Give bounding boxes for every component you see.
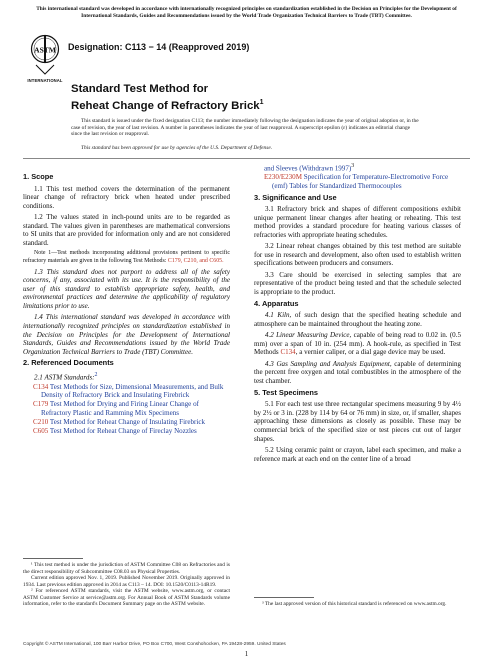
paragraph-1-2: 1.2 The values stated in inch-pound units are to be regarded as standard. The values given in parentheses are mathematical conversions to SI units that are provided for information only and are not considered standard. bbox=[23, 213, 230, 247]
footnote-divider-left bbox=[23, 558, 83, 559]
svg-text:ASTM: ASTM bbox=[34, 45, 56, 55]
paragraph-4-2: 4.2 Linear Measuring Device, capable of being read to 0.02 in. (0.5 mm) over a span of 10 in. (254 mm). A hook-rule, as specified in Test Methods C134, a vernier caliper, or a dial gage device may be used. bbox=[254, 331, 461, 357]
astm-logo-icon bbox=[30, 34, 60, 76]
header-divider bbox=[23, 158, 470, 159]
paragraph-4-3: 4.3 Gas Sampling and Analysis Equipment, capable of determining the percent free oxygen and total combustibles in the atmosphere of the test chamber. bbox=[254, 359, 461, 385]
paragraph-2-1: 2.1 ASTM Standards:$^2$ bbox=[34, 371, 98, 382]
title-line-2: Reheat Change of Refractory Brick$^1$ bbox=[71, 99, 264, 112]
ref-c605[interactable]: C605 Test Method for Reheat Change of Fireclay Nozzles bbox=[33, 426, 197, 435]
paragraph-3-3: 3.3 Care should be exercised in selecting samples that are representative of the product being tested and that the schedule selected is appropriate to the product. bbox=[254, 270, 461, 297]
note-1-refs-link[interactable]: C179, C210, and C605. bbox=[167, 257, 224, 264]
section-heading-apparatus: 4. Apparatus bbox=[254, 298, 299, 308]
footnote-1: ¹ This test method is under the jurisdiction of ASTM Committee C08 on Refractories and is the direct responsibility of Subcommittee C08.03 on Physical Properties. bbox=[23, 562, 230, 575]
note-1: Note 1—Test methods incorporating additional provisions pertinent to specific refractory materials are given in the following Test Methods: C179, C210, and C605. bbox=[23, 250, 230, 264]
footnote-1-edition: Current edition approved Nov. 1, 2019. Published November 2019. Originally approved in 1934. Last previous edition approved in 2014 as C113 – 14. DOI: 10.1520/C0113-14R19. bbox=[23, 575, 230, 588]
left-column bbox=[23, 170, 230, 436]
copyright-footer: Copyright © ASTM International, 100 Barr Harbor Drive, PO Box C700, West Conshohocken, PA 19428-2959. United States bbox=[23, 642, 286, 647]
paragraph-1-3: 1.3 This standard does not purport to address all of the safety concerns, if any, associated with its use. It is the responsibility of the user of this standard to establish appropriate safety, health, and environmental practices and determine the applicability of regulatory limitations prior to use. bbox=[23, 267, 230, 310]
paragraph-5-1: 5.1 For each test use three rectangular specimens measuring 9 by 4½ by 2½ or 3 in. (228 by 114 by 64 or 76 mm) in size, or, if smaller, shapes approaching these dimensions as closely as possible. These may be commercial brick of the specified size or test pieces cut out of larger shapes. bbox=[254, 400, 461, 443]
footnote-3-ref[interactable]: 3 bbox=[351, 163, 355, 169]
ref-link-c134[interactable]: C134 bbox=[280, 348, 296, 357]
paragraph-1-4: 1.4 This international standard was developed in accordance with internationally recognized principles on standardization established in the Decision on Principles for the Development of International Standards, Guides and Recommendations issued by the World Trade Organization Technical Barriers to Trade (TBT) Committee. bbox=[23, 313, 230, 356]
designation: Designation: C113 − 14 (Reapproved 2019) bbox=[68, 42, 250, 52]
section-heading-scope: 1. Scope bbox=[23, 172, 54, 181]
tbt-notice: This international standard was developed in accordance with internationally recognized principles on standardization established in the Decision on Principles for the Development of International Standards, Guides and Recommendations issued by the World Trade Organization Technical Barriers to Trade (TBT) Committee. bbox=[36, 6, 457, 19]
section-heading-significance: 3. Significance and Use bbox=[254, 192, 337, 202]
ref-c210[interactable]: C210 Test Method for Reheat Change of Insulating Firebrick bbox=[33, 417, 206, 426]
title-footnote-ref[interactable]: 1 bbox=[259, 99, 264, 106]
paragraph-3-1: 3.1 Refractory brick and shapes of different compositions exhibit unique permanent linear changes after heating or reheating. This test method provides a standard procedure for heating various classes of refractories with appropriate heating schedules. bbox=[254, 205, 461, 239]
title-line-1: Standard Test Method for bbox=[71, 83, 209, 95]
page-number: 1 bbox=[244, 650, 249, 658]
dod-approval-statement: This standard has been approved for use by agencies of the U.S. Department of Defense. bbox=[81, 145, 273, 151]
ref-c134[interactable]: C134 Test Methods for Size, Dimensional Measurements, and Bulk Density of Refractory Brick and Insulating Firebrick bbox=[33, 382, 224, 400]
footnote-3: ³ The last approved version of this historical standard is referenced on www.astm.org. bbox=[262, 601, 447, 607]
issuance-statement: This standard is issued under the fixed designation C113; the number immediately following the designation indicates the year of original adoption or, in the case of revision, the year of last revision. A number in parentheses indicates the year of last reapproval. A superscript epsilon (ε) indicates an editorial change since the last revision or reapproval. bbox=[71, 118, 419, 137]
ref-c605-continued[interactable]: and Sleeves (Withdrawn 1997)$^3$ bbox=[264, 163, 355, 173]
footnote-divider-right bbox=[254, 597, 314, 598]
footnotes-left bbox=[23, 562, 230, 608]
section-heading-referenced-documents: 2. Referenced Documents bbox=[23, 358, 114, 368]
paragraph-1-1: 1.1 This test method covers the determination of the permanent linear change of refractory brick when heated under prescribed conditions. bbox=[23, 184, 230, 210]
right-column bbox=[254, 162, 461, 466]
document-title bbox=[71, 82, 264, 113]
paragraph-3-2: 3.2 Linear reheat changes obtained by this test method are suitable for use in research and development, also often used to establish written specifications between producers and consumers. bbox=[254, 242, 461, 268]
logo-caption: INTERNATIONAL bbox=[27, 78, 63, 83]
paragraph-5-2: 5.2 Using ceramic paint or crayon, label each specimen, and make a reference mark at each end on the center line of a broad bbox=[254, 445, 461, 463]
footnote-2-ref[interactable]: 2 bbox=[94, 371, 98, 378]
footnote-2: ² For referenced ASTM standards, visit the ASTM website, www.astm.org, or contact ASTM Customer Service at service@astm.org. For Annual Book of ASTM Standards volume information, refer to the standard's Document Summary page on the ASTM website. bbox=[23, 588, 230, 607]
section-heading-test-specimens: 5. Test Specimens bbox=[254, 387, 318, 397]
paragraph-4-1: 4.1 Kiln, of such design that the specified heating schedule and atmosphere can be maintained throughout the heating zone. bbox=[254, 311, 461, 328]
ref-e230[interactable]: E230/E230M Specification for Temperature-Electromotive Force (emf) Tables for Standardized Thermocouples bbox=[264, 173, 449, 190]
ref-c179[interactable]: C179 Test Method for Drying and Firing Linear Change of Refractory Plastic and Ramming Mix Specimens bbox=[33, 400, 199, 417]
